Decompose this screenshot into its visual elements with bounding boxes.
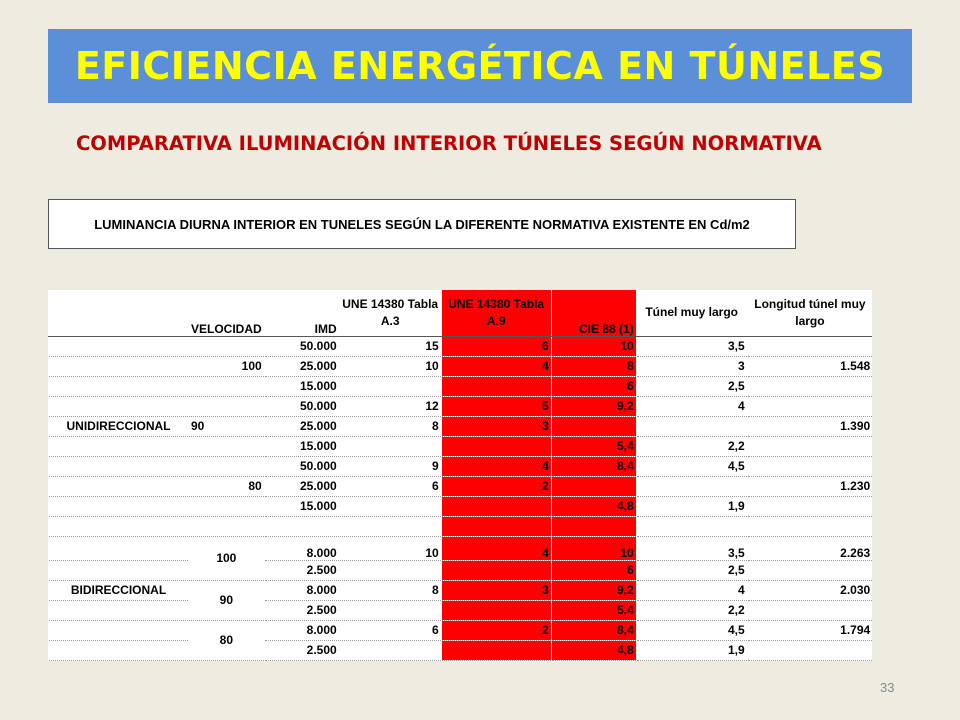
une-a9-cell [441, 376, 551, 396]
une-a3-cell [339, 376, 441, 396]
imd-cell: 8.000 [264, 536, 339, 560]
table-cell [747, 456, 872, 476]
header-une-a9: UNE 14380 Tabla A.9 [441, 290, 551, 336]
speed-cell: 80 [189, 476, 265, 496]
table-cell [49, 640, 189, 660]
table-row [49, 620, 873, 640]
cie-cell: 8,4 [551, 620, 636, 640]
table-row [49, 476, 873, 496]
header-tunel-largo: Túnel muy largo [636, 290, 747, 336]
imd-cell: 15.000 [264, 496, 339, 516]
tunel-largo-cell: 2,5 [636, 376, 747, 396]
table-cell [747, 516, 872, 536]
tunel-largo-cell: 2,2 [636, 436, 747, 456]
table-cell [49, 436, 189, 456]
tunel-largo-cell: 2,2 [636, 600, 747, 620]
cie-cell: 6 [551, 560, 636, 580]
table-cell [49, 536, 189, 560]
tunel-largo-cell: 1,9 [636, 640, 747, 660]
tunel-largo-cell: 3,5 [636, 336, 747, 356]
table-cell [189, 516, 265, 536]
cie-cell [551, 416, 636, 436]
imd-cell: 15.000 [264, 436, 339, 456]
une-a3-cell: 9 [339, 456, 441, 476]
slide-subtitle: COMPARATIVA ILUMINACIÓN INTERIOR TÚNELES SEGÚN NORMATIVA [76, 132, 822, 155]
table-cell [189, 456, 265, 476]
table-row [49, 496, 873, 516]
table-row [49, 516, 873, 536]
imd-cell: 50.000 [264, 456, 339, 476]
tunel-largo-cell: 1,9 [636, 496, 747, 516]
table-cell [264, 516, 339, 536]
cie-cell: 6 [551, 376, 636, 396]
table-cell [636, 516, 747, 536]
table-row [49, 396, 873, 416]
cie-cell: 5,4 [551, 436, 636, 456]
title-banner [48, 29, 912, 103]
tunel-largo-cell [636, 416, 747, 436]
longitud-cell: 2.030 [747, 580, 872, 600]
longitud-cell: 1.548 [747, 356, 872, 376]
category-bidireccional: BIDIRECCIONAL [49, 580, 189, 600]
imd-cell: 2.500 [264, 560, 339, 580]
imd-cell: 15.000 [264, 376, 339, 396]
tunel-largo-cell [636, 476, 747, 496]
table-cell [189, 436, 265, 456]
une-a9-cell [441, 640, 551, 660]
tunel-largo-cell: 4,5 [636, 620, 747, 640]
une-a9-cell: 4 [441, 356, 551, 376]
table-cell [49, 600, 189, 620]
une-a9-cell: 2 [441, 620, 551, 640]
table-cell [747, 496, 872, 516]
table-cell [747, 560, 872, 580]
une-a9-cell: 3 [441, 580, 551, 600]
une-a9-cell [441, 600, 551, 620]
table-row [49, 580, 873, 600]
cie-cell: 4,8 [551, 640, 636, 660]
imd-cell: 8.000 [264, 580, 339, 600]
tunel-largo-cell: 4 [636, 580, 747, 600]
header-velocidad: VELOCIDAD [189, 290, 265, 336]
table-row [49, 376, 873, 396]
une-a9-cell: 4 [441, 456, 551, 476]
table-row [49, 436, 873, 456]
category-unidireccional: UNIDIRECCIONAL [49, 416, 189, 436]
table-cell [747, 396, 872, 416]
imd-cell: 25.000 [264, 416, 339, 436]
table-row [49, 456, 873, 476]
table-cell [747, 640, 872, 660]
table-cell [49, 476, 189, 496]
imd-cell: 25.000 [264, 356, 339, 376]
tunel-largo-cell: 2,5 [636, 560, 747, 580]
cie-cell: 4,8 [551, 496, 636, 516]
table-cell [49, 456, 189, 476]
une-a9-cell: 5 [441, 396, 551, 416]
une-a3-cell [339, 560, 441, 580]
cie-cell: 5,4 [551, 600, 636, 620]
table-cell [189, 496, 265, 516]
table-cell [189, 336, 265, 356]
une-a3-cell: 15 [339, 336, 441, 356]
table-cell [49, 496, 189, 516]
une-a3-cell [339, 640, 441, 660]
caption-text: LUMINANCIA DIURNA INTERIOR EN TUNELES SEGÚN LA DIFERENTE NORMATIVA EXISTENTE EN Cd/m2 [94, 216, 750, 232]
cie-cell: 9,2 [551, 396, 636, 416]
table-row [49, 336, 873, 356]
speed-cell: 100 [189, 536, 265, 580]
imd-cell: 50.000 [264, 396, 339, 416]
table-cell [49, 560, 189, 580]
table-cell [747, 436, 872, 456]
table-cell [747, 336, 872, 356]
table-cell [49, 620, 189, 640]
table-cell [49, 356, 189, 376]
une-a3-cell: 12 [339, 396, 441, 416]
table-row [49, 536, 873, 560]
une-a9-cell [441, 496, 551, 516]
imd-cell: 50.000 [264, 336, 339, 356]
slide-title: EFICIENCIA ENERGÉTICA EN TÚNELES [74, 44, 886, 88]
longitud-cell: 1.390 [747, 416, 872, 436]
table-row [49, 600, 873, 620]
table-cell [747, 376, 872, 396]
cie-cell: 8 [551, 356, 636, 376]
une-a9-cell: 3 [441, 416, 551, 436]
une-a3-cell: 6 [339, 476, 441, 496]
imd-cell: 8.000 [264, 620, 339, 640]
table-cell [49, 396, 189, 416]
tunel-largo-cell: 4 [636, 396, 747, 416]
table-cell [441, 516, 551, 536]
une-a3-cell: 8 [339, 416, 441, 436]
tunel-largo-cell: 3 [636, 356, 747, 376]
tunel-largo-cell: 3,5 [636, 536, 747, 560]
longitud-cell: 1.794 [747, 620, 872, 640]
speed-cell: 90 [189, 580, 265, 620]
table-cell [189, 376, 265, 396]
speed-cell: 90 [189, 416, 265, 436]
une-a9-cell [441, 560, 551, 580]
une-a3-cell [339, 496, 441, 516]
header-cie: CIE 88 (1) [551, 290, 636, 336]
cie-cell [551, 476, 636, 496]
une-a3-cell [339, 436, 441, 456]
une-a9-cell: 2 [441, 476, 551, 496]
imd-cell: 25.000 [264, 476, 339, 496]
une-a3-cell: 8 [339, 580, 441, 600]
page-number: 33 [880, 680, 895, 695]
tunel-largo-cell: 4,5 [636, 456, 747, 476]
cie-cell: 10 [551, 536, 636, 560]
header-row [49, 290, 873, 336]
table-row [49, 416, 873, 436]
longitud-cell: 1.230 [747, 476, 872, 496]
cie-cell: 8,4 [551, 456, 636, 476]
cie-cell: 10 [551, 336, 636, 356]
table-caption [48, 199, 796, 249]
une-a3-cell: 10 [339, 536, 441, 560]
cie-cell: 9,2 [551, 580, 636, 600]
luminance-table [48, 290, 872, 661]
header-imd: IMD [264, 290, 339, 336]
speed-cell: 80 [189, 620, 265, 660]
table-cell [49, 516, 189, 536]
speed-cell: 100 [189, 356, 265, 376]
imd-cell: 2.500 [264, 600, 339, 620]
table-cell [339, 516, 441, 536]
table-cell [747, 600, 872, 620]
table-row [49, 356, 873, 376]
longitud-cell: 2.263 [747, 536, 872, 560]
une-a9-cell: 6 [441, 336, 551, 356]
une-a9-cell: 4 [441, 536, 551, 560]
table-cell [551, 516, 636, 536]
une-a3-cell [339, 600, 441, 620]
table-row [49, 560, 873, 580]
header-une-a3: UNE 14380 Tabla A.3 [339, 290, 441, 336]
header-longitud: Longitud túnel muy largo [747, 290, 872, 336]
une-a3-cell: 6 [339, 620, 441, 640]
table-cell [189, 396, 265, 416]
table-cell [49, 336, 189, 356]
header-empty [49, 290, 189, 336]
table-row [49, 640, 873, 660]
une-a9-cell [441, 436, 551, 456]
table-cell [49, 376, 189, 396]
imd-cell: 2.500 [264, 640, 339, 660]
une-a3-cell: 10 [339, 356, 441, 376]
